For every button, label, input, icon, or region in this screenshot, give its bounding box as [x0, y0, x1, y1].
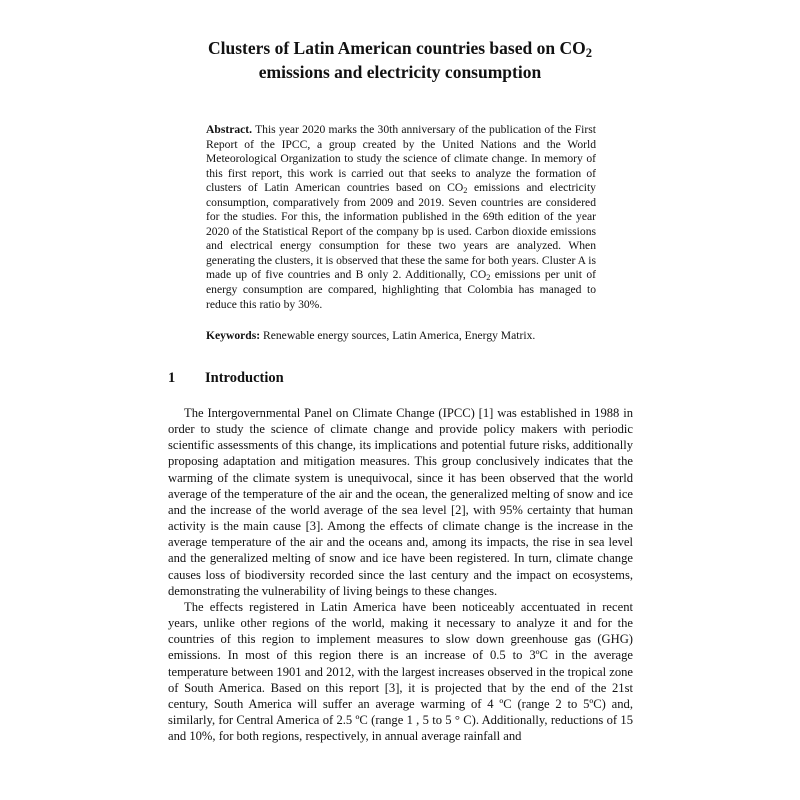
body-text: [168, 405, 633, 744]
body-paragraph-2: The effects registered in Latin America have been noticeably accentuated in recent years, unlike other regions of the world, making it necessary to analyze it and for the countries of this region to implement measures to slow down greenhouse gas (GHG) emissions. In most of this region there is an increase of 0.5 to 3ºC in the average temperature between 1901 and 2012, with the largest increases observed in the tropical zone of South America. Based on this report [3], it is projected that by the end of the 21st century, South America will suffer an average warming of 4 ºC (range 2 to 5ºC) and, similarly, for Central America of 2.5 ºC (range 1 , 5 to 5 ° C). Additionally, reductions of 15 and 10%, for both regions, respectively, in annual average rainfall and: [168, 599, 633, 744]
body-paragraph-1: The Intergovernmental Panel on Climate Change (IPCC) [1] was established in 1988 in order to study the science of climate change and provide policy makers with periodic scientific assessments of this change, its implications and potential future risks, additionally proposing adaptation and mitigation measures. This group conclusively indicates that the warming of the climate system is unequivocal, since it has been observed that the world average of the temperature of the air and the ocean, the generalized melting of snow and ice and the increase of the world average of the sea level [2], with 95% certainty that human activity is the main cause [3]. Among the effects of climate change is the increase in the average temperature of the air and the oceans and, among its impacts, the rise in sea level and the generalized melting of snow and ice have been registered. In turn, climate change causes loss of biodiversity recorded since the last century and the impact on ecosystems, demonstrating the vulnerability of living beings to these changes.: [168, 406, 633, 598]
abstract-label: Abstract.: [206, 123, 253, 136]
paper-title: [150, 36, 650, 84]
abstract-paragraph: Abstract. This year 2020 marks the 30th anniversary of the publication of the First Report of the IPCC, a group created by the United Nations and the World Meteorological Organization to study the science of climate change. In memory of this first report, this work is carried out that seeks to analyze the formation of clusters of Latin American countries based on $CO_2$ emissions and electricity consumption, comparatively from 2009 and 2019. Seven countries are considered for the studies. For this, the information published in the 69th edition of the year 2020 of the Statistical Report of the company bp is used. Carbon dioxide emissions and electrical energy consumption for these two years are analyzed. When generating the clusters, it is observed that these the same for both years. Cluster A is made up of five countries and B only 2. Additionally, $CO_2$ emissions per unit of energy consumption are compared, highlighting that Colombia has managed to reduce this ratio by 30%.: [206, 123, 596, 311]
keywords-label: Keywords:: [206, 329, 261, 342]
keywords: [206, 329, 626, 344]
section-heading: [168, 369, 284, 387]
title-line-1: Clusters of Latin American countries based on $CO_2$: [208, 38, 592, 61]
keywords-text: Renewable energy sources, Latin America, Energy Matrix.: [260, 329, 536, 342]
abstract: [206, 123, 596, 312]
section-title: Introduction: [205, 370, 284, 386]
title-line-2: emissions and electricity consumption: [258, 62, 542, 82]
section-number: 1: [168, 370, 176, 386]
title-subscript: 2: [585, 46, 592, 61]
